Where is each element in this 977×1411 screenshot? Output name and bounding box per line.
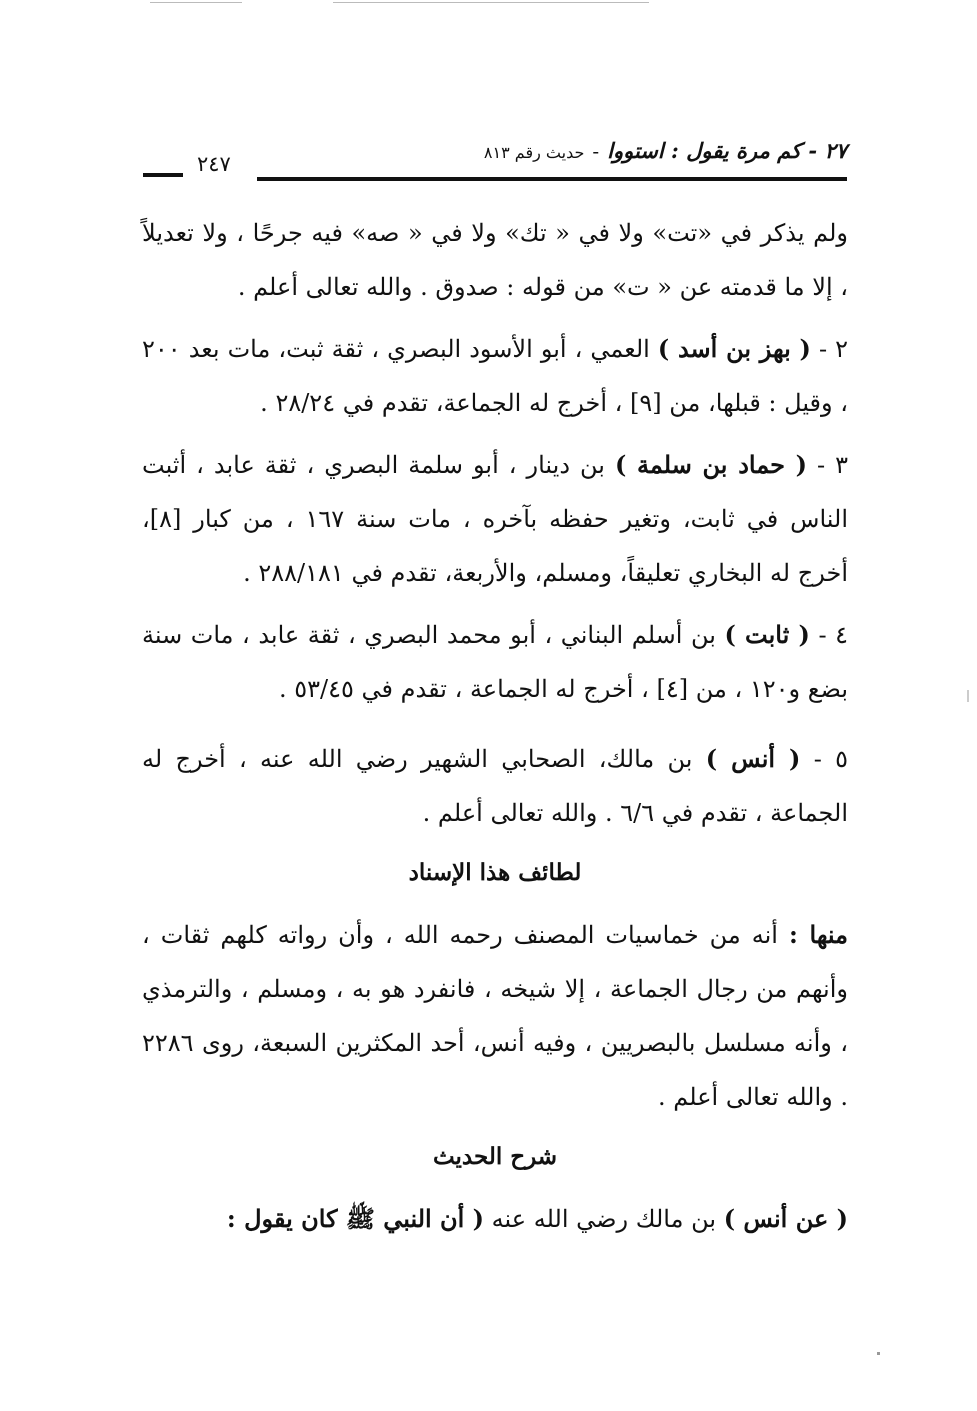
narrator-name: ( ثابت ) [724,620,810,649]
top-edge-rules [0,0,977,6]
chapter-title: ٢٧ - كم مرة يقول : استووا [607,138,847,163]
narrator-number: ٣ - [816,451,848,479]
narrator-3 [142,438,848,600]
narrator-number: ٥ - [813,745,848,773]
page-header [143,136,847,186]
narrator-name: ( بهز بن أسد ) [657,334,811,363]
page-number: ٢٤٧ [197,152,231,176]
paragraph-intro [142,206,848,314]
narrator-text: بن أسلم البناني ، أبو محمد البصري ، ثقة عابد ، مات سنة بضع و١٢٠ ، من [٤] ، أخرج له الجماعة ، تقدم في ٥٣/٤٥ . [142,621,848,703]
running-title [484,138,847,163]
section-heading-sharh: شرح الحديث [432,1143,558,1170]
top-rule-short [150,2,242,3]
scan-dot [877,1352,880,1355]
page-number-dash [143,173,183,177]
narrator-number: ٢ - [818,335,848,363]
narrator-5 [142,732,848,840]
narrator-text: العمي ، أبو الأسود البصري ، ثقة ثبت، مات بعد ٢٠٠ ، وقيل : قبلها، من [٩] ، أخرج له الجماعة، تقدم في ٢٨/٢٤ . [142,335,848,417]
header-rule [257,177,847,181]
section-heading-isnad: لطائف هذا الإسناد [408,859,582,886]
hadith-reference: حديث رقم ٨١٣ [483,143,585,162]
narrator-text: بن مالك، الصحابي الشهير رضي الله عنه ، أخرج له الجماعة ، تقدم في ٦/٦ . والله تعالى أعلم . [142,745,848,827]
sharh-part1: ( عن أنس ) [723,1204,848,1233]
paragraph-text: ولم يذكر في «تت» ولا في « تك» ولا في « صه» فيه جرحًا ، ولا تعديلاً ، إلا ما قدمته عن « ت» من قوله : صدوق . والله تعالى أعلم . [142,219,848,301]
latif-text: أنه من خماسيات المصنف رحمه الله ، وأن رواته كلهم ثقات ، وأنهم من رجال الجماعة ، إلا شيخه ، فانفرد هو به ، ومسلم ، والترمذي ، وأنه مسلسل بالبصريين ، وفيه أنس، أحد المكثرين السبعة، روى ٢٢٨٦ . والله تعالى أعلم . [142,921,848,1111]
narrator-text: بن دينار ، أبو سلمة البصري ، ثقة عابد ، أثبت الناس في ثابت، وتغير حفظه بآخره ، مات سنة ١٦٧ ، من كبار [٨]، أخرج له البخاري تعليقاً، ومسلم، والأربعة، تقدم في ٢٨٨/١٨١ . [142,451,848,587]
narrator-4 [142,608,848,716]
sharh-part2: بن مالك رضي الله عنه [491,1205,717,1233]
sharh-part3: ( أن النبي ﷺ كان يقول : [226,1204,485,1233]
scan-mark [967,690,969,702]
narrator-name: ( حماد بن سلمة ) [614,450,807,479]
latif-lead: منها : [788,920,849,949]
narrator-name: ( أنس ) [705,744,801,773]
latif-paragraph [142,908,848,1124]
narrator-2 [142,322,848,430]
sharh-paragraph [142,1192,848,1246]
header-separator: - [592,139,600,163]
top-rule-long [333,2,649,3]
page-body [142,206,848,1254]
narrator-number: ٤ - [818,621,848,649]
